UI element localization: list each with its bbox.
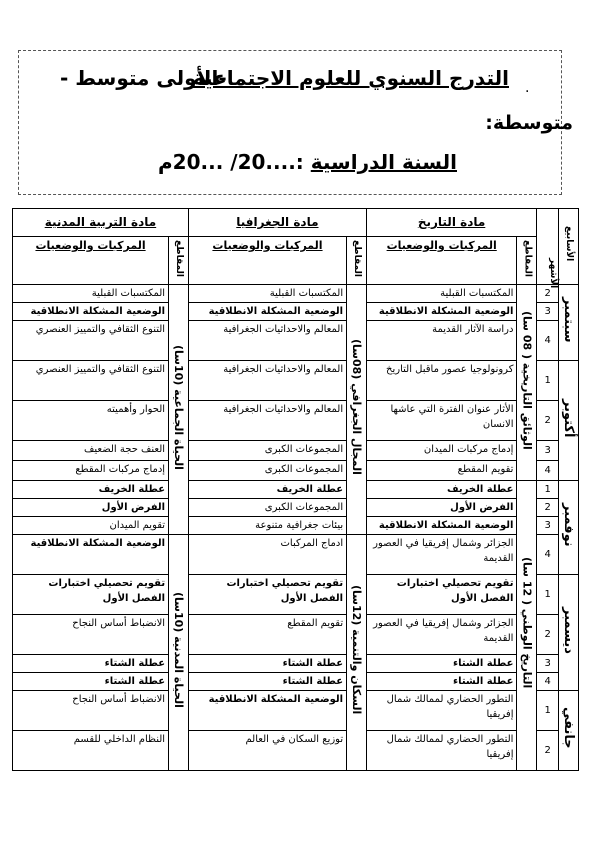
table-row [13, 517, 579, 535]
civic-item: المكتسبات القبلية [13, 285, 169, 303]
civic-item: تقويم تحصيلي اختبارات الفصل الأول [13, 575, 169, 615]
civic-item: عطلة الشتاء [13, 673, 169, 691]
week-number: 3 [537, 441, 559, 461]
geo-item: ادماج المركبات [188, 535, 346, 575]
civic-item: الانضباط أساس النجاح [13, 691, 169, 731]
history-domain-cell: التاريخ الوطني ( 12 سا) [517, 481, 537, 771]
civic-item: الانضباط أساس النجاح [13, 615, 169, 655]
month-cell: جانفي [559, 691, 579, 771]
header-dot: . [525, 80, 530, 96]
weeks-header: الأسابيع [564, 226, 575, 262]
week-number: 4 [537, 673, 559, 691]
table-row [13, 731, 579, 771]
civic-item: عطلة الشتاء [13, 655, 169, 673]
table-row [13, 535, 579, 575]
civic-content-header: المركبات والوضعيات [13, 237, 169, 285]
history-item: الفرض الأول [366, 499, 517, 517]
geo-segments-header: المقاطع [347, 237, 367, 285]
page-title: التدرج السنوي للعلوم الاجتماعية [192, 66, 509, 90]
civic-item: عطلة الخريف [13, 481, 169, 499]
civic-domain-cell: الحياة الجماعية (10سا) [169, 285, 189, 535]
geo-item: عطلة الشتاء [188, 655, 346, 673]
week-number: 4 [537, 461, 559, 481]
history-item: الوضعية المشكلة الانطلاقية [366, 517, 517, 535]
geo-item: المجموعات الكبرى [188, 461, 346, 481]
table-row [13, 461, 579, 481]
month-cell: أكتوبر [559, 361, 579, 481]
history-segments-header: المقاطع [517, 237, 537, 285]
history-content-header: المركبات والوضعيات [366, 237, 517, 285]
week-number: 1 [537, 575, 559, 615]
geo-item: عطلة الشتاء [188, 673, 346, 691]
table-row [13, 321, 579, 361]
history-item: عطلة الشتاء [366, 655, 517, 673]
week-number: 3 [537, 303, 559, 321]
table-row [13, 401, 579, 441]
week-number: 4 [537, 535, 559, 575]
geo-item: توزيع السكان في العالم [188, 731, 346, 771]
week-number: 3 [537, 655, 559, 673]
geo-item: المعالم والاحداثيات الجغرافية [188, 361, 346, 401]
history-item: عطلة الشتاء [366, 673, 517, 691]
week-number: 2 [537, 401, 559, 441]
history-item: الجزائر وشمال إفريقيا في العصور القديمة [366, 615, 517, 655]
week-number: 1 [537, 481, 559, 499]
month-cell: نوفمبر [559, 481, 579, 575]
civic-item: الوضعية المشكلة الانطلاقية [13, 303, 169, 321]
geo-item: عطلة الخريف [188, 481, 346, 499]
civic-item: التنوع الثقافي والتمييز العنصري [13, 321, 169, 361]
geo-item: المجموعات الكبرى [188, 499, 346, 517]
geo-item: المعالم والاحداثيات الجغرافية [188, 321, 346, 361]
week-number: 2 [537, 285, 559, 303]
history-item: الجزائر وشمال إفريقيا في العصور القديمة [366, 535, 517, 575]
table-row [13, 655, 579, 673]
civic-domain-cell: الحياة المدنية (10سا) [169, 535, 189, 771]
civic-item: الحوار وأهميته [13, 401, 169, 441]
civic-item: العنف حجة الضعيف [13, 441, 169, 461]
history-header: مادة التاريخ [366, 209, 536, 237]
history-item: كرونولوجيا عصور ماقبل التاريخ [366, 361, 517, 401]
history-item: التطور الحضاري لممالك شمال إفريقيا [366, 731, 517, 771]
geo-item: تقويم تحصيلي اختبارات الفصل الأول [188, 575, 346, 615]
geo-item: المعالم والاحداثيات الجغرافية [188, 401, 346, 441]
history-item: عطلة الخريف [366, 481, 517, 499]
civic-item: إدماج مركبات المقطع [13, 461, 169, 481]
history-item: تقويم المقطع [366, 461, 517, 481]
geo-item: المجموعات الكبرى [188, 441, 346, 461]
table-row [13, 481, 579, 499]
geo-item: تقويم المقطع [188, 615, 346, 655]
months-header [559, 209, 579, 285]
civic-item: الوضعية المشكلة الانطلاقية [13, 535, 169, 575]
history-item: الأثار عنوان الفترة التي عاشها الانسان [366, 401, 517, 441]
month-cell: ديسمبر [559, 575, 579, 691]
geo-item: بيئات جغرافية متنوعة [188, 517, 346, 535]
year-label: السنة الدراسية [310, 150, 457, 174]
table-row [13, 691, 579, 731]
annual-plan-table [12, 208, 579, 771]
history-item: الوضعية المشكلة الانطلاقية [366, 303, 517, 321]
history-item: التطور الحضاري لممالك شمال إفريقيا [366, 691, 517, 731]
civic-item: النظام الداخلي للقسم [13, 731, 169, 771]
table-row [13, 303, 579, 321]
history-item: المكتسبات القبلية [366, 285, 517, 303]
school-label: متوسطة: [485, 112, 573, 134]
civic-item: الفرض الأول [13, 499, 169, 517]
civic-segments-header: المقاطع [169, 237, 189, 285]
week-number: 1 [537, 361, 559, 401]
table-row [13, 615, 579, 655]
months-header-label: الأشهر [548, 258, 558, 289]
civic-header: مادة التربية المدنية [13, 209, 189, 237]
week-number: 2 [537, 615, 559, 655]
table-row [13, 499, 579, 517]
week-number: 4 [537, 321, 559, 361]
geo-item: الوضعية المشكلة الانطلاقية [188, 303, 346, 321]
geo-item: الوضعية المشكلة الانطلاقية [188, 691, 346, 731]
geography-header: مادة الجغرافيا [188, 209, 366, 237]
table-row [13, 285, 579, 303]
geo-domain-cell: المجال الجغرافي (08سا) [347, 285, 367, 535]
school-year [158, 150, 457, 174]
history-item: إدماج مركبات الميدان [366, 441, 517, 461]
geo-item: المكتسبات القبلية [188, 285, 346, 303]
table-row [13, 441, 579, 461]
history-item: دراسة الآثار القديمة [366, 321, 517, 361]
year-value: :....20/ ...20م [157, 150, 304, 174]
history-item: تقويم تحصيلي اختبارات الفصل الأول [366, 575, 517, 615]
week-number: 1 [537, 691, 559, 731]
table-row [13, 575, 579, 615]
history-domain-cell: الوثائق التاريخية ( 08 سا) [517, 285, 537, 481]
civic-item: التنوع الثقافي والتمييز العنصري [13, 361, 169, 401]
month-cell: سبتمبر [559, 285, 579, 361]
level-label: -الأولى متوسط - [60, 66, 227, 90]
table-row [13, 361, 579, 401]
week-number: 2 [537, 731, 559, 771]
table-row [13, 673, 579, 691]
geo-domain-cell: السكان والتنمية (12سا) [347, 535, 367, 771]
week-number: 2 [537, 499, 559, 517]
geo-content-header: المركبات والوضعيات [188, 237, 346, 285]
civic-item: تقويم الميدان [13, 517, 169, 535]
week-number: 3 [537, 517, 559, 535]
